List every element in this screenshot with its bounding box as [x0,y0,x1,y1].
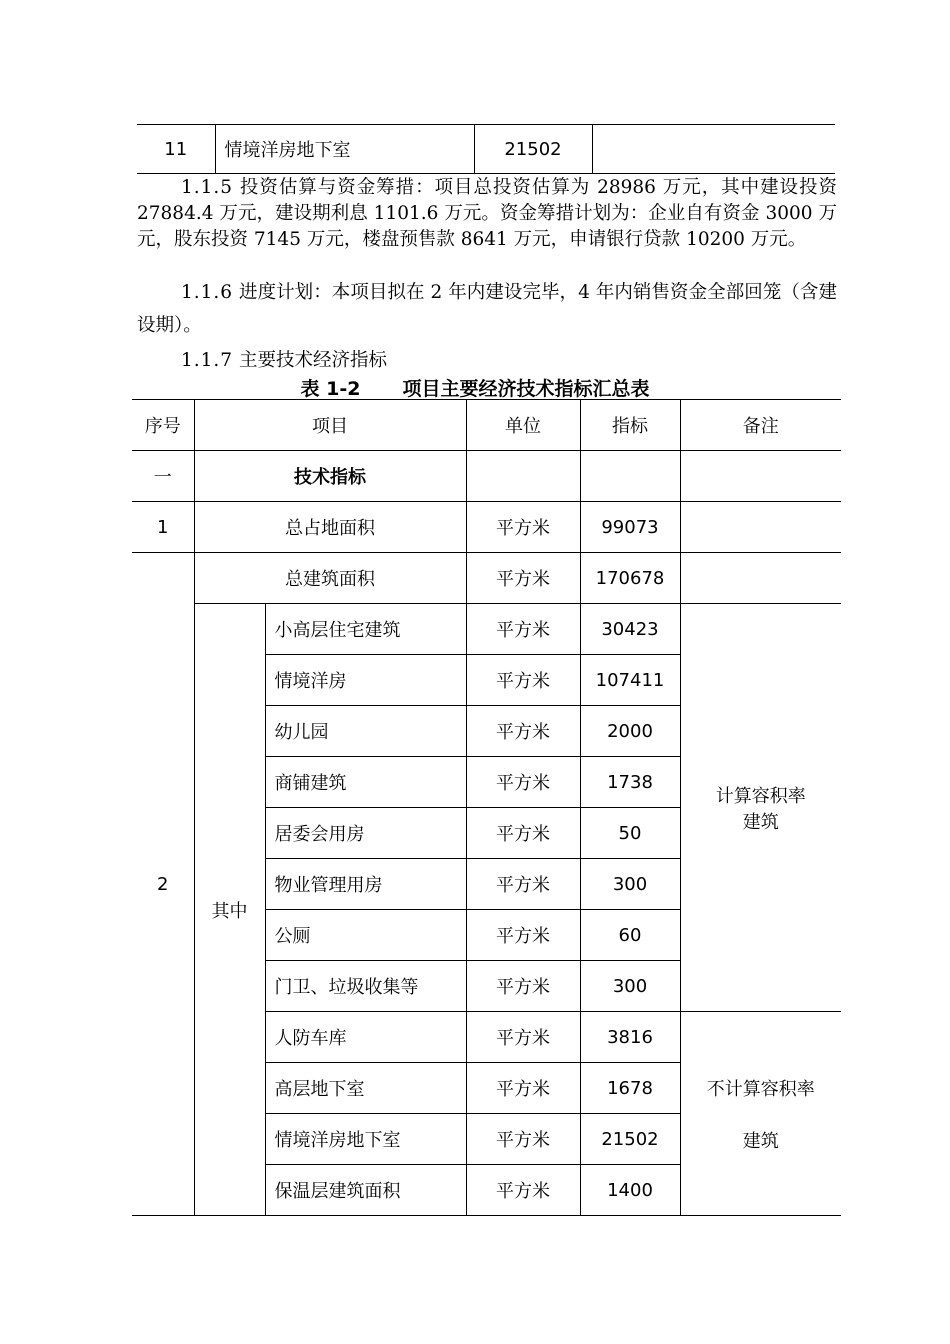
section-title: 技术指标 [194,451,466,502]
row-item: 总建筑面积 [194,553,466,604]
row-item: 情境洋房 [265,655,466,706]
row-item: 幼儿园 [265,706,466,757]
row-value: 107411 [580,655,680,706]
section-1-1-5 [137,175,837,253]
row-item: 情境洋房地下室 [215,125,474,174]
row-unit: 平方米 [466,808,580,859]
row-value: 99073 [580,502,680,553]
row-unit: 平方米 [466,1063,580,1114]
row-unit: 平方米 [466,553,580,604]
note-far [680,604,841,1012]
note-line: 不计算容积率 [706,1078,815,1100]
row-unit: 平方米 [466,961,580,1012]
row-unit: 平方米 [466,859,580,910]
row-value: 1400 [580,1165,680,1216]
row-value: 170678 [580,553,680,604]
section-number: 1.1.5 [181,177,234,198]
row-item: 商铺建筑 [265,757,466,808]
empty-cell [680,451,841,502]
row-unit: 平方米 [466,604,580,655]
header-row [132,400,841,451]
continued-table [137,124,835,174]
row-item: 居委会用房 [265,808,466,859]
row-unit: 平方米 [466,1114,580,1165]
row-item: 保温层建筑面积 [265,1165,466,1216]
section-text: 投资估算与资金筹措：项目总投资估算为 28986 万元，其中建设投资 27884.4 万元，建设期利息 1101.6 万元。资金筹措计划为：企业自有资金 3000 万元，股东投资 7145 万元，楼盘预售款 8641 万元，申请银行贷款 10200 万元。 [137,177,837,250]
row-value: 50 [580,808,680,859]
row-value: 300 [580,961,680,1012]
row-item: 小高层住宅建筑 [265,604,466,655]
row-note [680,502,841,553]
row-value: 1738 [580,757,680,808]
empty-cell [466,451,580,502]
header-note: 备注 [680,400,841,451]
row-note [680,553,841,604]
indicator-table [132,399,841,1216]
section-row [132,451,841,502]
table-caption [0,374,950,401]
caption-label: 表 1-2 [300,378,361,400]
row-item: 公厕 [265,910,466,961]
row-value: 30423 [580,604,680,655]
row-unit: 平方米 [466,910,580,961]
row-number: 2 [132,553,194,1216]
row-unit: 平方米 [466,706,580,757]
row-note [592,125,835,174]
row-value: 1678 [580,1063,680,1114]
row-value: 21502 [580,1114,680,1165]
row-value: 60 [580,910,680,961]
row-item: 高层地下室 [265,1063,466,1114]
row-item: 物业管理用房 [265,859,466,910]
section-no: 一 [132,451,194,502]
note-line: 计算容积率 [715,785,806,807]
section-number: 1.1.7 [181,350,234,371]
header-value: 指标 [580,400,680,451]
row-item: 人防车库 [265,1012,466,1063]
section-number: 1.1.6 [181,282,234,303]
row-unit: 平方米 [466,757,580,808]
section-1-1-6 [137,276,837,342]
empty-cell [580,451,680,502]
table-row [137,125,835,174]
section-text: 进度计划：本项目拟在 2 年内建设完毕，4 年内销售资金全部回笼（含建设期）。 [137,282,837,336]
row-item: 情境洋房地下室 [265,1114,466,1165]
header-unit: 单位 [466,400,580,451]
sub-label: 其中 [194,604,265,1216]
header-no: 序号 [132,400,194,451]
row-unit: 平方米 [466,1165,580,1216]
row-item: 总占地面积 [194,502,466,553]
row-value: 300 [580,859,680,910]
table-row [132,553,841,604]
caption-title: 项目主要经济技术指标汇总表 [402,378,650,400]
table-row [132,502,841,553]
header-item: 项目 [194,400,466,451]
note-line: 建筑 [742,1130,779,1152]
row-value: 21502 [474,125,592,174]
row-value: 2000 [580,706,680,757]
section-1-1-7 [137,348,837,374]
row-item: 门卫、垃圾收集等 [265,961,466,1012]
note-line: 建筑 [742,811,779,833]
row-unit: 平方米 [466,502,580,553]
row-value: 3816 [580,1012,680,1063]
row-number: 1 [132,502,194,553]
table-row [132,604,841,655]
row-number: 11 [137,125,215,174]
note-nonfar [680,1012,841,1216]
row-unit: 平方米 [466,1012,580,1063]
row-unit: 平方米 [466,655,580,706]
section-text: 主要技术经济指标 [238,350,387,371]
